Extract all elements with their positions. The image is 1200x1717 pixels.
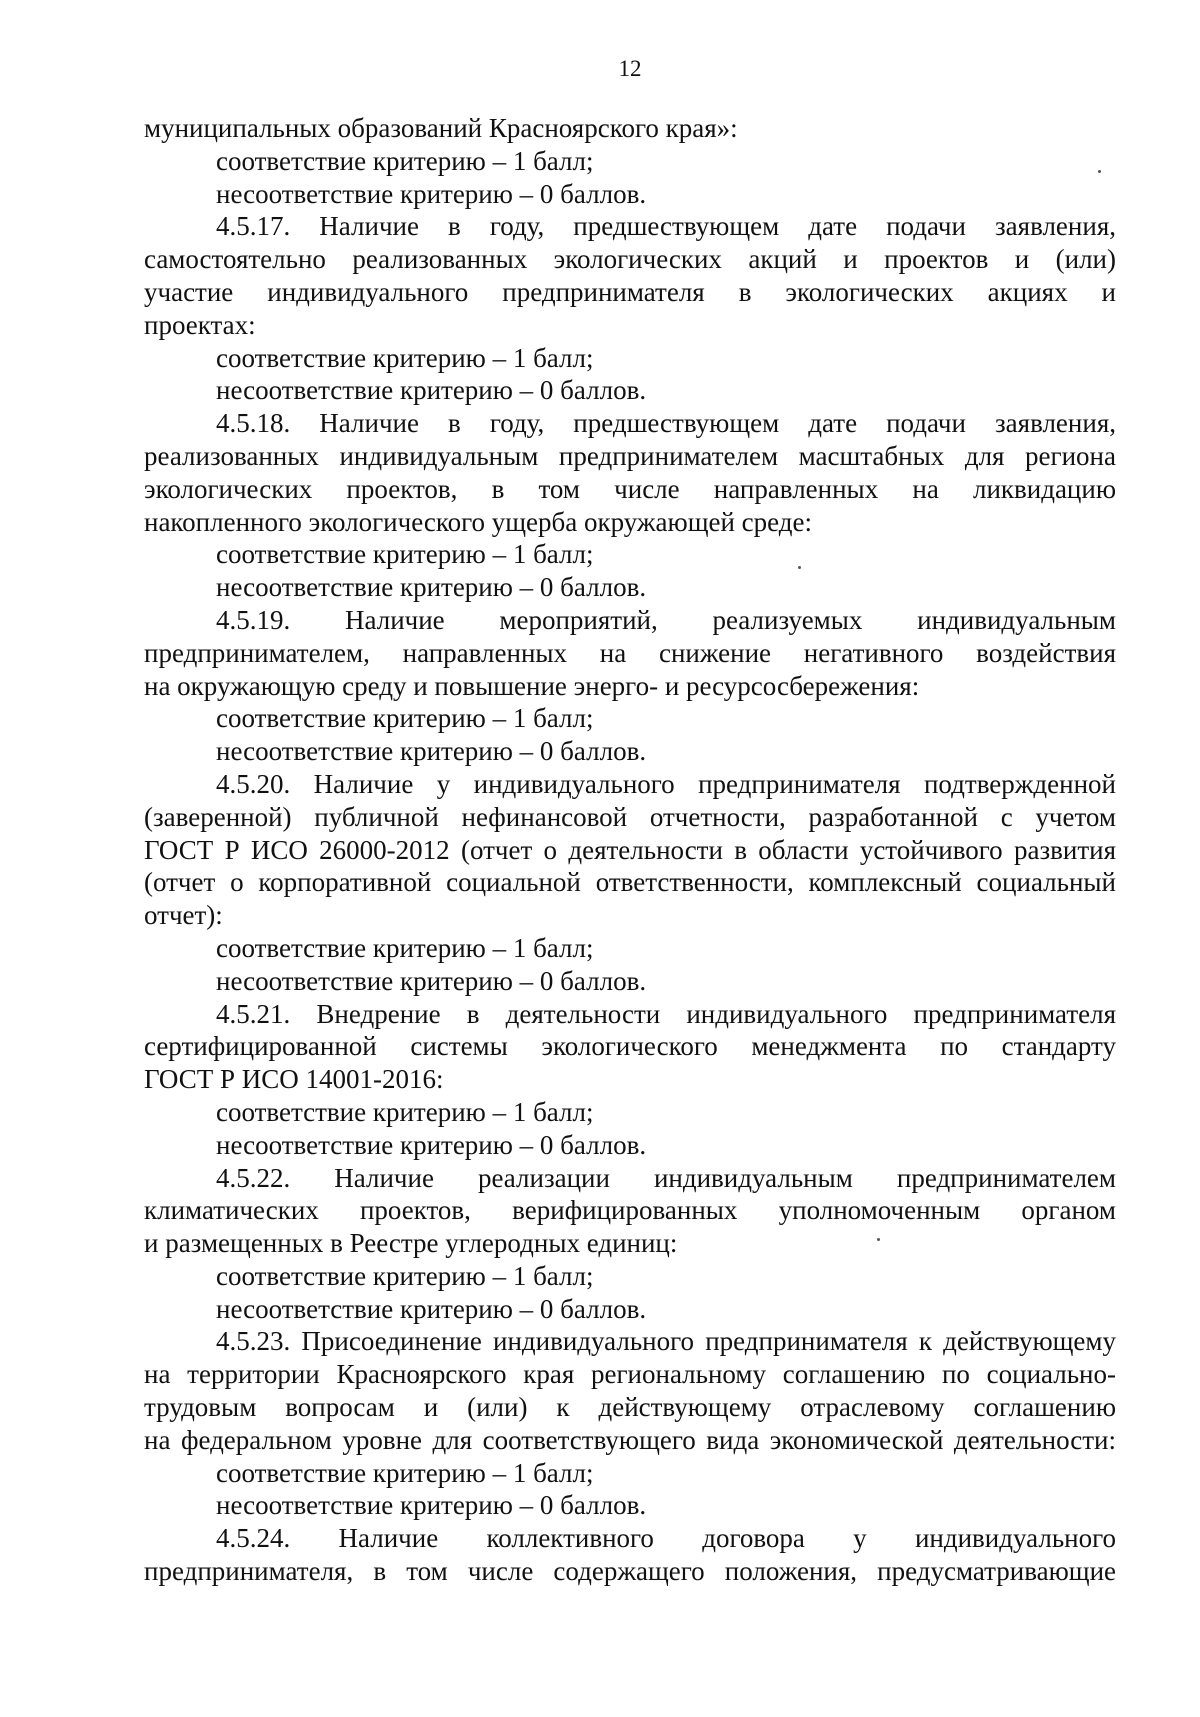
text-line: ГОСТ Р ИСО 14001-2016: [144,1064,444,1095]
text-line: (отчет о корпоративной социальной ответственности, комплексный социальный [144,867,1116,898]
text-line: несоответствие критерию – 0 баллов. [216,572,647,603]
text-line: накопленного экологического ущерба окружающей среде: [144,506,812,537]
text-line: проектах: [144,309,256,340]
text-line: соответствие критерию – 1 балл; [216,703,594,734]
text-line: на федеральном уровне для соответствующего вида экономической деятельности: [144,1424,1116,1455]
text-line: 4.5.24. Наличие коллективного договора у индивидуального [216,1523,1116,1554]
text-line: соответствие критерию – 1 балл; [216,1096,594,1127]
text-line: ГОСТ Р ИСО 26000-2012 (отчет о деятельности в области устойчивого развития [144,834,1116,865]
text-line: соответствие критерию – 1 балл; [216,342,594,373]
text-line: несоответствие критерию – 0 баллов. [216,178,647,209]
text-line: соответствие критерию – 1 балл; [216,1457,594,1488]
scan-speck [877,1238,880,1241]
text-line: соответствие критерию – 1 балл; [216,145,594,176]
scan-speck [1098,170,1101,173]
text-line: соответствие критерию – 1 балл; [216,1260,594,1291]
document-body [144,112,1116,1588]
text-line: несоответствие критерию – 0 баллов. [216,1490,647,1521]
text-line: несоответствие критерию – 0 баллов. [216,1129,647,1160]
text-line: самостоятельно реализованных экологических акций и проектов и (или) [144,244,1116,275]
text-line: участие индивидуального предпринимателя в экологических акциях и [144,276,1116,307]
text-line: климатических проектов, верифицированных уполномоченным органом [144,1195,1116,1226]
text-line: на окружающую среду и повышение энерго- и ресурсосбережения: [144,670,920,701]
text-line: несоответствие критерию – 0 баллов. [216,965,647,996]
text-line: 4.5.19. Наличие мероприятий, реализуемых индивидуальным [216,604,1116,635]
text-line: 4.5.22. Наличие реализации индивидуальным предпринимателем [216,1162,1116,1193]
text-line: отчет): [144,900,223,931]
text-line: соответствие критерию – 1 балл; [216,932,594,963]
text-line: несоответствие критерию – 0 баллов. [216,736,647,767]
scan-speck [798,566,801,569]
text-line: 4.5.17. Наличие в году, предшествующем дате подачи заявления, [216,211,1116,242]
text-line: муниципальных образований Красноярского края»: [144,113,738,143]
text-line: и размещенных в Реестре углеродных единиц: [144,1228,678,1259]
text-line: на территории Красноярского края региональному соглашению по социально- [144,1359,1116,1390]
text-line: предпринимателем, направленных на снижение негативного воздействия [144,637,1116,668]
text-line: несоответствие критерию – 0 баллов. [216,375,647,406]
text-line: 4.5.23. Присоединение индивидуального предпринимателя к действующему [216,1326,1116,1357]
text-line: 4.5.18. Наличие в году, предшествующем дате подачи заявления, [216,408,1116,439]
text-line: соответствие критерию – 1 балл; [216,539,594,570]
text-line: предпринимателя, в том числе содержащего положения, предусматривающие [144,1556,1116,1587]
text-line: трудовым вопросам и (или) к действующему отраслевому соглашению [144,1392,1116,1423]
text-line: несоответствие критерию – 0 баллов. [216,1293,647,1324]
text-line: 4.5.20. Наличие у индивидуального предпринимателя подтвержденной [216,768,1116,799]
text-line: 4.5.21. Внедрение в деятельности индивидуального предпринимателя [216,998,1116,1029]
text-line: (заверенной) публичной нефинансовой отчетности, разработанной с учетом [144,801,1116,832]
text-line: экологических проектов, в том числе направленных на ликвидацию [144,473,1116,504]
text-line: реализованных индивидуальным предпринимателем масштабных для региона [144,440,1116,471]
page-number: 12 [618,56,642,81]
text-line: сертифицированной системы экологического менеджмента по стандарту [144,1031,1116,1062]
